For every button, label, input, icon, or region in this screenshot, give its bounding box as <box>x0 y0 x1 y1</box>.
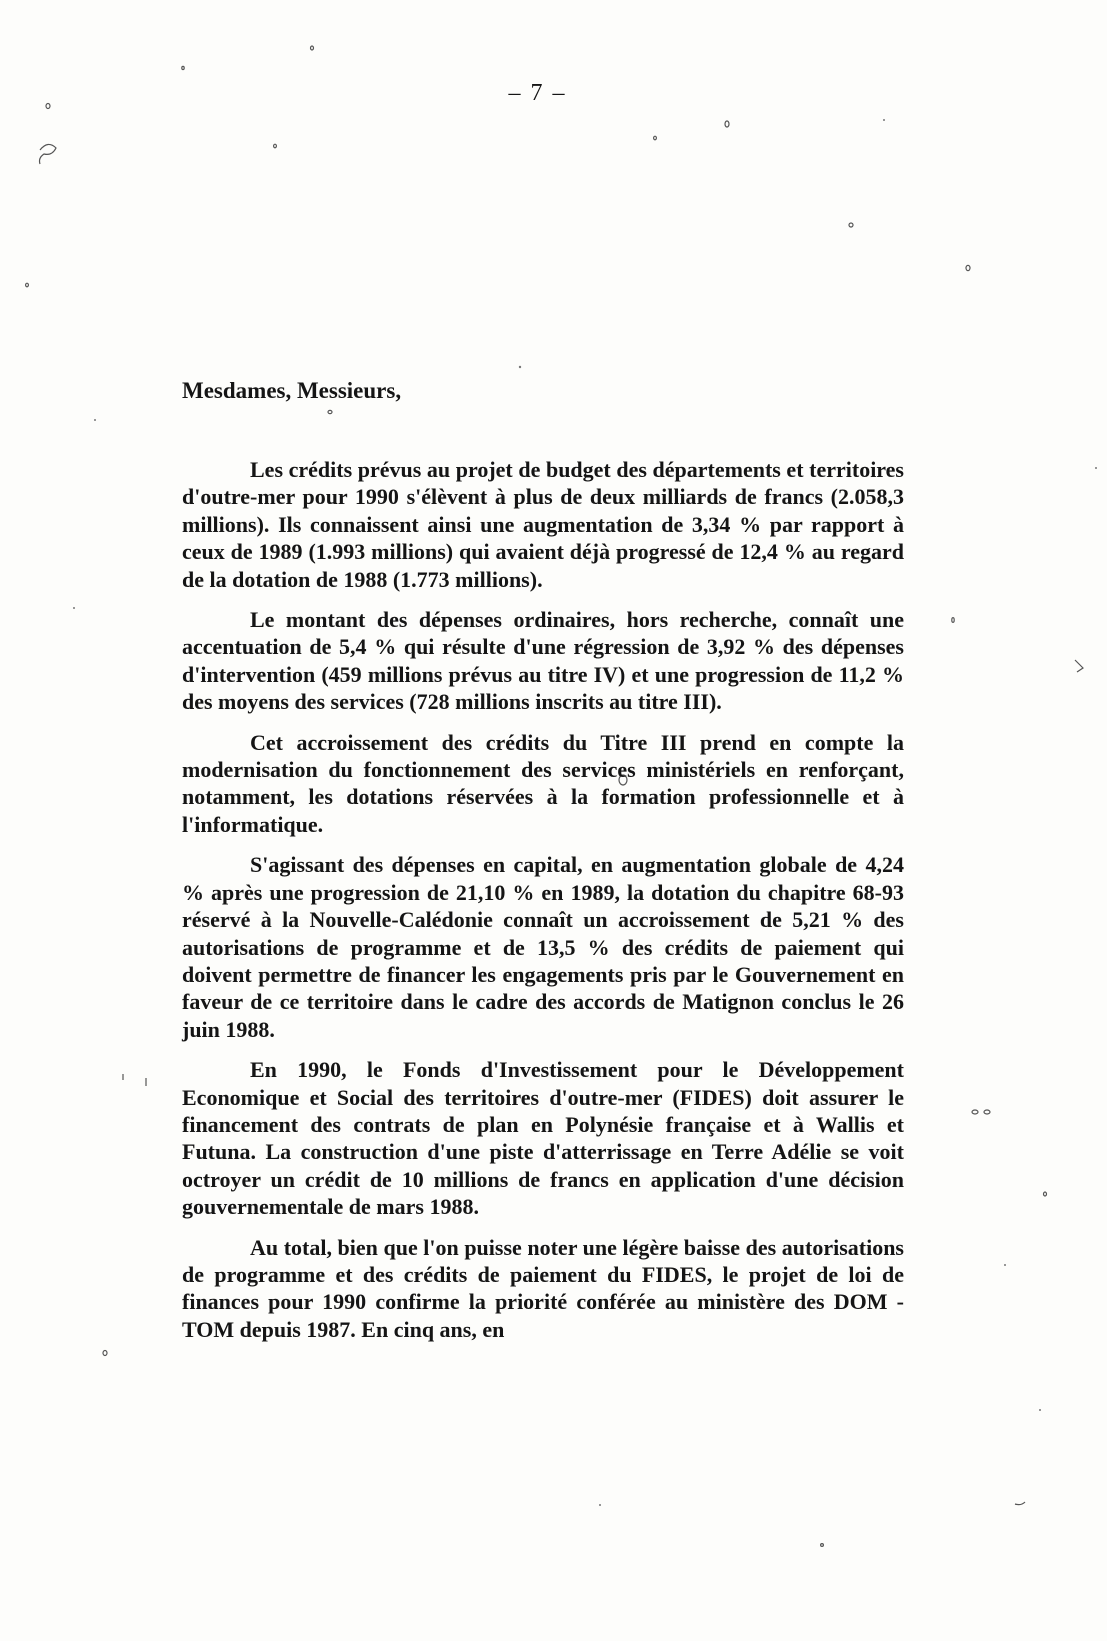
paragraph-fides: En 1990, le Fonds d'Investissement pour le Développement Economique et Social des territoires d'outre-mer (FIDES) doit assurer le financement des contrats de plan en Polynésie française et à Wallis et Futuna. La construction d'une piste d'atterrissage en Terre Adélie se voit octroyer un crédit de 10 millions de francs en application d'une décision gouvernementale de mars 1988. <box>182 1057 904 1220</box>
paragraph-conclusion: Au total, bien que l'on puisse noter une légère baisse des autorisations de programme et des crédits de paiement du FIDES, le projet de loi de finances pour 1990 confirme la priorité conférée au ministère des DOM - TOM depuis 1987. En cinq ans, en <box>182 1234 904 1342</box>
paragraph-capital-expenses: S'agissant des dépenses en capital, en augmentation globale de 4,24 % après une progression de 21,10 % en 1989, la dotation du chapitre 68-93 réservé à la Nouvelle-Calédonie connaît un accroissement de 5,21 % des autorisations de programme et de 13,5 % des crédits de paiement qui doivent permettre de financer les engagements pris par le Gouvernement en faveur de ce territoire dans le cadre des accords de Matignon conclus le 26 juin 1988. <box>182 852 904 1042</box>
body-text <box>182 456 904 1356</box>
paragraph-budget-overview: Les crédits prévus au projet de budget des départements et territoires d'outre-mer pour 1990 s'élèvent à plus de deux milliards de francs (2.058,3 millions). Ils connaissent ainsi une augmentation de 3,34 % par rapport à ceux de 1989 (1.993 millions) qui avaient déjà progressé de 12,4 % au regard de la dotation de 1988 (1.773 millions). <box>182 457 904 592</box>
page-number: – 7 – <box>508 80 567 106</box>
paragraph-title-iii: Cet accroissement des crédits du Titre III prend en compte la modernisation du fonctionnement des services ministériels en renforçant, notamment, les dotations réservées à la formation professionnelle et à l'informatique. <box>182 729 904 837</box>
salutation: Mesdames, Messieurs, <box>182 378 402 403</box>
paragraph-ordinary-expenses: Le montant des dépenses ordinaires, hors recherche, connaît une accentuation de 5,4 % qui résulte d'une régression de 3,92 % des dépenses d'intervention (459 millions prévus au titre IV) et une progression de 11,2 % des moyens des services (728 millions inscrits au titre III). <box>182 607 904 715</box>
